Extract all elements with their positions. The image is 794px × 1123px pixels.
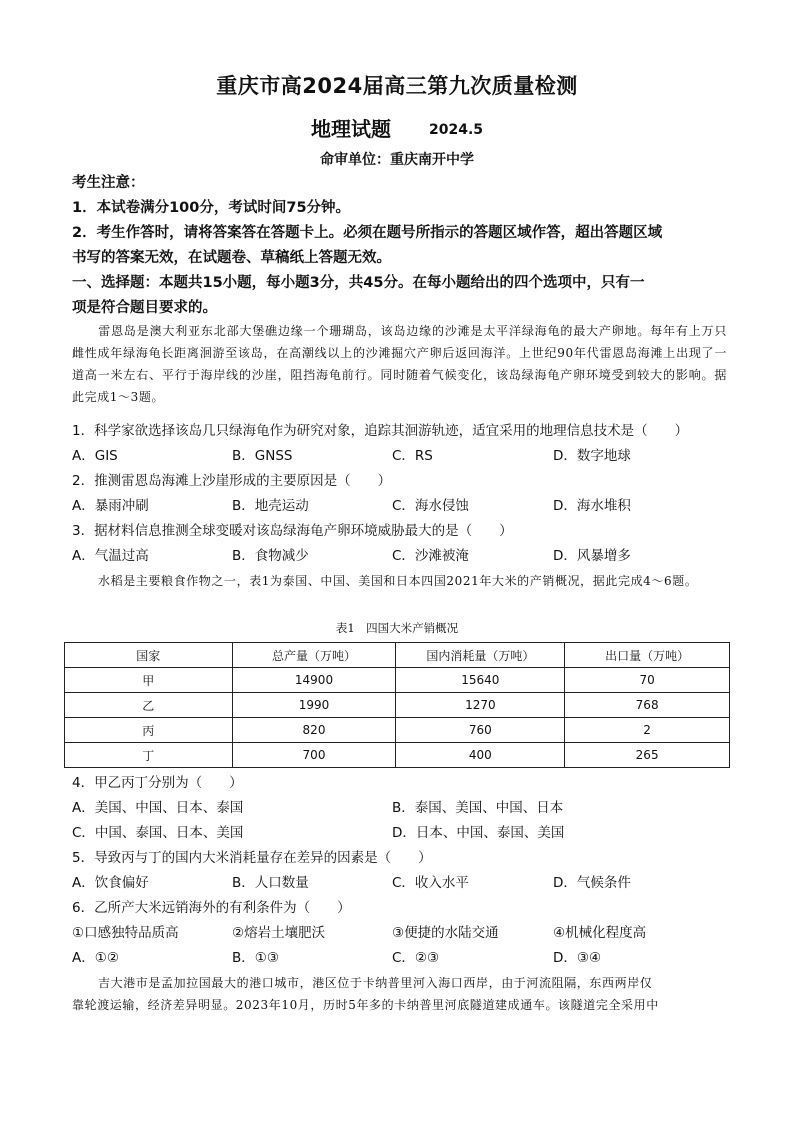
material-3-line-1: [72, 972, 727, 994]
condition-3: ③便捷的水陆交通: [392, 925, 499, 941]
cell-total-output: 700: [232, 743, 396, 768]
notice-item-2-line-1: 2．考生作答时，请将答案答在答题卡上。必须在题号所指示的答题区域作答，超出答题区域: [72, 225, 663, 241]
table-header-row: [65, 643, 730, 668]
material-3-line-1-text: 吉大港市是孟加拉国最大的港口城市，港区位于卡纳普里河入海口西岸，由于河流阻隔，东西两岸仅: [98, 976, 653, 990]
section-1-heading-line-2: 项是符合题目要求的。: [72, 300, 217, 316]
option-b: B．地壳运动: [232, 498, 309, 514]
exam-date: 2024.5: [428, 122, 484, 138]
header-country: 国家: [65, 643, 233, 668]
question-2-stem: 2．推测雷恩岛海滩上沙崖形成的主要原因是（ ）: [72, 473, 392, 489]
option-c: C．收入水平: [392, 875, 469, 891]
option-c: C．海水侵蚀: [392, 498, 469, 514]
option-a: A．美国、中国、日本、泰国: [72, 800, 244, 816]
cell-export: 2: [565, 718, 730, 743]
table-row: [65, 743, 730, 768]
option-b: B．人口数量: [232, 875, 309, 891]
question-1-stem: 1．科学家欲选择该岛几只绿海龟作为研究对象，追踪其洄游轨迹，适宜采用的地理信息技术是（ ）: [72, 423, 689, 439]
cell-country: 丙: [65, 718, 233, 743]
table-row: [65, 693, 730, 718]
option-d: D．风暴增多: [553, 548, 631, 564]
exam-title: 重庆市高2024届高三第九次质量检测: [216, 74, 578, 98]
option-a: A．暴雨冲刷: [72, 498, 149, 514]
option-d: D．海水堆积: [553, 498, 631, 514]
question-6-stem: 6．乙所产大米远销海外的有利条件为（ ）: [72, 900, 351, 916]
cell-export: 70: [565, 668, 730, 693]
material-1-text: 雷恩岛是澳大利亚东北部大堡礁边缘一个珊瑚岛，该岛边缘的沙滩是太平洋绿海龟的最大产卵地。每年有上万只雌性成年绿海龟长距离洄游至该岛，在高潮线以上的沙滩掘穴产卵后返回海洋。上世纪90年代雷恩岛海滩上出现了一道高一米左右、平行于海岸线的沙崖，阻挡海龟前行。同时随着气候变化，该岛绿海龟产卵环境受到较大的影响。据此完成1～3题。: [72, 324, 727, 404]
notice-item-2-line-2: 书写的答案无效，在试题卷、草稿纸上答题无效。: [72, 250, 391, 266]
cell-country: 丁: [65, 743, 233, 768]
table-1: [64, 642, 730, 768]
table-row: [65, 668, 730, 693]
cell-country: 乙: [65, 693, 233, 718]
condition-4: ④机械化程度高: [553, 925, 647, 941]
table-row: [65, 718, 730, 743]
cell-total-output: 820: [232, 718, 396, 743]
material-2: [72, 570, 727, 592]
option-b: B．GNSS: [232, 448, 293, 464]
cell-export: 768: [565, 693, 730, 718]
option-c: C．中国、泰国、日本、美国: [72, 825, 244, 841]
subtitle-row: [0, 113, 794, 142]
cell-domestic-consumption: 15640: [396, 668, 565, 693]
option-a: A．①②: [72, 950, 119, 966]
option-b: B．食物减少: [232, 548, 309, 564]
option-d: D．气候条件: [553, 875, 631, 891]
condition-1: ①口感独特品质高: [72, 925, 179, 941]
cell-total-output: 1990: [232, 693, 396, 718]
exam-subject: 地理试题: [310, 117, 391, 141]
option-a: A．气温过高: [72, 548, 149, 564]
option-b: B．泰国、美国、中国、日本: [392, 800, 564, 816]
option-a: A．饮食偏好: [72, 875, 149, 891]
option-a: A．GIS: [72, 448, 118, 464]
cell-total-output: 14900: [232, 668, 396, 693]
cell-country: 甲: [65, 668, 233, 693]
material-1: [72, 320, 727, 408]
option-d: D．日本、中国、泰国、美国: [392, 825, 565, 841]
notice-item-1: 1．本试卷满分100分，考试时间75分钟。: [72, 200, 351, 216]
option-d: D．数字地球: [553, 448, 631, 464]
option-d: D．③④: [553, 950, 602, 966]
header-domestic-consumption: 国内消耗量（万吨）: [396, 643, 565, 668]
option-c: C．RS: [392, 448, 433, 464]
header-total-output: 总产量（万吨）: [232, 643, 396, 668]
section-1-heading-line-1: 一、选择题：本题共15小题，每小题3分，共45分。在每小题给出的四个选项中，只有一: [72, 275, 645, 291]
option-b: B．①③: [232, 950, 279, 966]
condition-2: ②熔岩土壤肥沃: [232, 925, 326, 941]
cell-domestic-consumption: 760: [396, 718, 565, 743]
question-3-stem: 3．据材料信息推测全球变暖对该岛绿海龟产卵环境威胁最大的是（ ）: [72, 523, 513, 539]
question-4-stem: 4．甲乙丙丁分别为（ ）: [72, 775, 243, 791]
cell-export: 265: [565, 743, 730, 768]
cell-domestic-consumption: 400: [396, 743, 565, 768]
option-c: C．沙滩被淹: [392, 548, 469, 564]
notice-heading: 考生注意：: [72, 175, 145, 191]
option-c: C．②③: [392, 950, 440, 966]
material-3-line-2: 靠轮渡运输，经济差异明显。2023年10月，历时5年多的卡纳普里河底隧道建成通车。该隧道完全采用中: [72, 998, 659, 1012]
question-5-stem: 5．导致丙与丁的国内大米消耗量存在差异的因素是（ ）: [72, 850, 432, 866]
cell-domestic-consumption: 1270: [396, 693, 565, 718]
header-export: 出口量（万吨）: [565, 643, 730, 668]
material-2-text: 水稻是主要粮食作物之一，表1为泰国、中国、美国和日本四国2021年大米的产销概况，据此完成4～6题。: [98, 574, 698, 588]
table-1-caption: 表1 四国大米产销概况: [335, 621, 459, 635]
issuer-line: 命审单位：重庆南开中学: [320, 152, 474, 168]
